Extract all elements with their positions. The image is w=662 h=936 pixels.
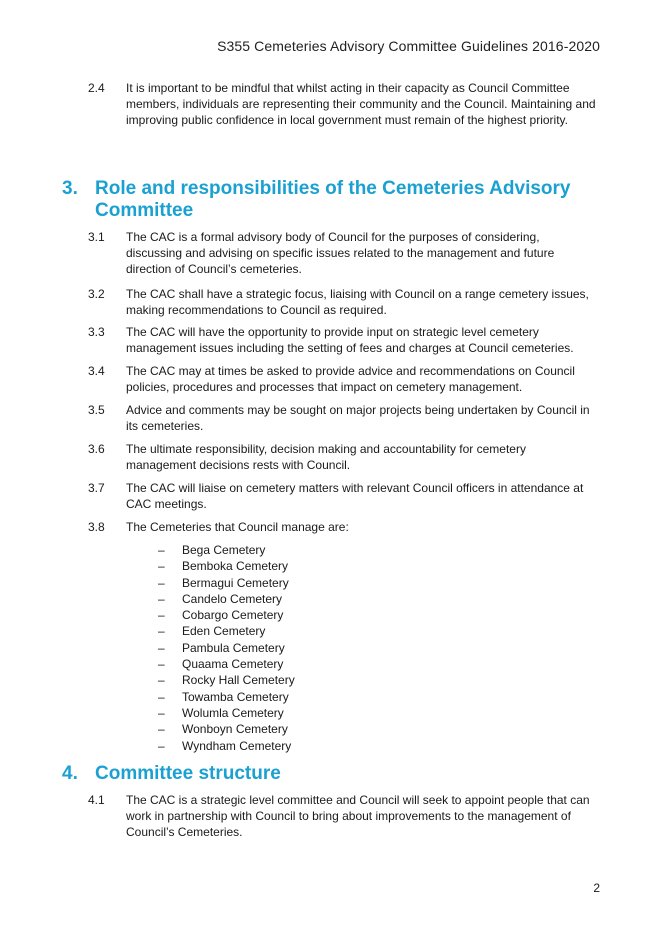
cemetery-name: Eden Cemetery [182,624,266,639]
list-item [158,607,295,623]
clause-number: 3.6 [88,442,105,456]
section-title: Committee structure [95,763,281,784]
clause-text: Advice and comments may be sought on major projects being undertaken by Council in its cemeteries. [126,403,590,434]
cemetery-name: Bermagui Cemetery [182,575,289,590]
clause-text: The Cemeteries that Council manage are: [126,520,349,534]
cemetery-name: Candelo Cemetery [182,591,283,606]
clause-number: 2.4 [88,81,105,95]
dash-marker: – [158,543,165,557]
section-number: 4. [62,763,78,784]
list-item [158,558,295,574]
clause-3-7 [88,480,598,512]
clause-number: 3.4 [88,364,105,378]
cemetery-name: Bega Cemetery [182,543,266,557]
dash-marker: – [158,722,165,737]
clause-number: 3.8 [88,520,105,534]
clause-text: The CAC will liaise on cemetery matters with relevant Council officers in attendance at CAC meetings. [126,481,584,512]
dash-marker: – [158,608,165,623]
list-item [158,672,295,688]
clause-text: The CAC will have the opportunity to provide input on strategic level cemetery management issues including the setting of fees and charges at Council cemeteries. [126,325,574,356]
cemetery-name: Towamba Cemetery [182,689,289,704]
section-4-heading [62,763,602,785]
list-item [158,689,295,705]
page-number: 2 [593,881,600,895]
section-title: Role and responsibilities of the Cemeteries Advisory Committee [95,178,571,221]
clause-3-6 [88,441,598,473]
clause-3-8 [88,519,598,535]
section-3-heading [62,178,602,222]
clause-3-5 [88,402,598,434]
list-item [158,623,295,639]
cemetery-list [158,542,295,754]
cemetery-name: Cobargo Cemetery [182,608,284,623]
clause-3-4 [88,363,598,395]
list-item [158,721,295,737]
clause-text: The CAC may at times be asked to provide advice and recommendations on Council policies, procedures and processes that impact on cemetery management. [126,364,575,395]
dash-marker: – [158,657,165,672]
cemetery-name: Rocky Hall Cemetery [182,673,295,688]
cemetery-name: Wonboyn Cemetery [182,722,288,737]
clause-3-3 [88,324,598,356]
clause-text: The CAC is a formal advisory body of Council for the purposes of considering, discussing and advising on specific issues related to the management and future direction of Council’s cemeteries. [126,230,555,277]
dash-marker: – [158,591,165,606]
dash-marker: – [158,738,165,753]
list-item [158,542,295,558]
clause-number: 3.1 [88,230,105,244]
dash-marker: – [158,624,165,639]
list-item [158,656,295,672]
clause-number: 3.2 [88,287,105,301]
cemetery-name: Wolumla Cemetery [182,705,284,720]
list-item [158,640,295,656]
list-item [158,705,295,721]
clause-number: 3.5 [88,403,105,417]
clause-text: The CAC is a strategic level committee and Council will seek to appoint people that can work in partnership with Council to bring about improvements to the management of Council’s Cemeteries. [126,793,590,840]
dash-marker: – [158,575,165,590]
clause-2-4 [88,80,598,129]
section-number: 3. [62,178,78,199]
list-item [158,591,295,607]
dash-marker: – [158,559,165,574]
clause-text: It is important to be mindful that whilst acting in their capacity as Council Committee members, individuals are representing their community and the Council. Maintaining and improving public confidence in local government must remain of the highest priority. [126,81,596,128]
cemetery-name: Wyndham Cemetery [182,738,292,753]
clause-4-1 [88,792,598,841]
dash-marker: – [158,673,165,688]
dash-marker: – [158,705,165,720]
dash-marker: – [158,640,165,655]
page-header-title: S355 Cemeteries Advisory Committee Guidelines 2016-2020 [217,38,600,54]
clause-3-2 [88,286,598,318]
clause-number: 3.3 [88,325,105,339]
clause-number: 4.1 [88,793,105,807]
clause-text: The CAC shall have a strategic focus, liaising with Council on a range cemetery issues, making recommendations to Council as required. [126,287,589,318]
clause-number: 3.7 [88,481,105,495]
cemetery-name: Bemboka Cemetery [182,559,289,574]
list-item [158,575,295,591]
cemetery-name: Quaama Cemetery [182,657,284,672]
list-item [158,738,295,754]
dash-marker: – [158,689,165,704]
cemetery-name: Pambula Cemetery [182,640,285,655]
clause-3-1 [88,229,598,278]
clause-text: The ultimate responsibility, decision making and accountability for cemetery management decisions rests with Council. [126,442,526,473]
